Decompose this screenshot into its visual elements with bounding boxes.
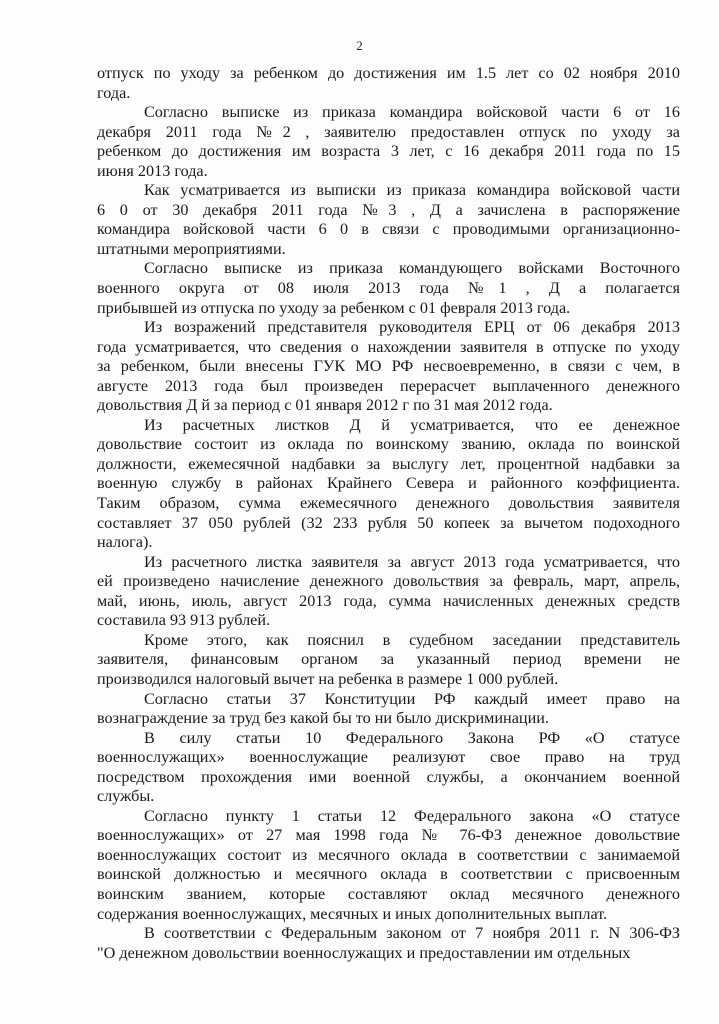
text-line: прибывшей из отпуска по уходу за ребенком с 01 февраля 2013 года. <box>97 298 571 317</box>
text-line: заявителя, финансовым органом за указанный период времени не <box>97 650 680 669</box>
text-line: командира войсковой части 6 0 в связи с проводимыми организационно- <box>97 220 680 239</box>
text-line: службы. <box>97 787 155 806</box>
text-line: военнослужащих» военнослужащие реализуют свое право на труд <box>97 748 680 767</box>
text-line: августе 2013 года был произведен перерасчет выплаченного денежного <box>97 376 680 395</box>
paragraph <box>97 64 680 103</box>
text-line: Согласно статьи 37 Конституции РФ каждый имеет право на <box>144 689 680 708</box>
text-line: Как усматривается из выписки из приказа командира войсковой части <box>144 181 680 200</box>
text-line: Согласно пункту 1 статьи 12 Федерального закона «О статусе <box>144 806 680 825</box>
text-line: Кроме этого, как пояснил в судебном заседании представитель <box>144 630 680 649</box>
text-line: ей произведено начисление денежного довольствия за февраль, март, апрель, <box>97 572 680 591</box>
text-line: содержания военнослужащих, месячных и иных дополнительных выплат. <box>97 904 608 923</box>
text-line: должности, ежемесячной надбавки за выслугу лет, процентной надбавки за <box>97 454 680 473</box>
paragraph <box>97 181 680 259</box>
text-line: отпуск по уходу за ребенком до достижения им 1.5 лет со 02 ноября 2010 <box>97 64 680 82</box>
text-line: В силу статьи 10 Федерального Закона РФ «О статусе <box>144 728 680 747</box>
paragraph <box>97 690 680 729</box>
text-line: Из расчетных листков Д й усматривается, что ее денежное <box>144 415 680 434</box>
paragraph <box>97 553 680 631</box>
paragraph <box>97 103 680 181</box>
paragraph <box>97 631 680 690</box>
paragraph <box>97 729 680 807</box>
page-number: 2 <box>356 38 363 53</box>
text-line: воинским званием, которые составляют оклад месячного денежного <box>97 884 680 903</box>
text-line: военнослужащих состоит из месячного оклада в соответствии с занимаемой <box>97 845 680 864</box>
text-line: "О денежном довольствии военнослужащих и предоставлении им отдельных <box>97 943 631 962</box>
text-line: военную службу в районах Крайнего Севера и районного коэффициента. <box>97 474 680 493</box>
text-line: Из возражений представителя руководителя ЕРЦ от 06 декабря 2013 <box>144 318 680 337</box>
text-line: составляет 37 050 рублей (32 233 рубля 50 копеек за вычетом подоходного <box>97 513 680 532</box>
text-line: составила 93 913 рублей. <box>97 611 271 630</box>
text-line: года усматривается, что сведения о нахождении заявителя в отпуске по уходу <box>97 337 680 356</box>
text-line: Из расчетного листка заявителя за август 2013 года усматривается, что <box>144 552 680 571</box>
text-line: Согласно выписке из приказа командующего войсками Восточного <box>144 259 680 278</box>
text-line: вознаграждение за труд без какой бы то ни было дискриминации. <box>97 709 549 728</box>
text-line: за ребенком, были внесены ГУК МО РФ несвоевременно, в связи с чем, в <box>97 357 680 376</box>
text-line: довольствия Д й за период с 01 января 2012 г по 31 мая 2012 года. <box>97 396 553 415</box>
paragraph <box>97 259 680 318</box>
paragraph <box>97 318 680 416</box>
text-line: воинской должностью и месячного оклада в соответствии с присвоенным <box>97 865 680 884</box>
text-line: Таким образом, сумма ежемесячного денежного довольствия заявителя <box>97 494 680 513</box>
document-body <box>97 64 680 963</box>
paragraph <box>97 807 680 924</box>
text-line: довольствие состоит из оклада по воинскому званию, оклада по воинской <box>97 435 680 454</box>
text-line: ребенком до достижения им возраста 3 лет, с 16 декабря 2011 года по 15 <box>97 142 680 161</box>
text-line: года. <box>97 83 131 102</box>
paragraph <box>97 924 680 963</box>
text-line: военнослужащих» от 27 мая 1998 года № 76-ФЗ денежное довольствие <box>97 826 680 845</box>
text-line: В соответствии с Федеральным законом от 7 ноября 2011 г. N 306-ФЗ <box>144 924 680 943</box>
text-line: производился налоговый вычет на ребенка в размере 1 000 рублей. <box>97 669 559 688</box>
text-line: июня 2013 года. <box>97 161 208 180</box>
paragraph <box>97 416 680 553</box>
text-line: декабря 2011 года №2 , заявителю предоставлен отпуск по уходу за <box>97 122 680 141</box>
text-line: май, июнь, июль, август 2013 года, сумма начисленных денежных средств <box>97 591 680 610</box>
text-line: штатными мероприятиями. <box>97 239 286 258</box>
text-line: посредством прохождения ими военной службы, а окончанием военной <box>97 767 680 786</box>
text-line: Согласно выписке из приказа командира войсковой части 6 от 16 <box>144 103 680 122</box>
text-line: 6 0 от 30 декабря 2011 года №3 , Д а зачислена в распоряжение <box>97 200 680 219</box>
text-line: налога). <box>97 533 153 552</box>
text-line: военного округа от 08 июля 2013 года №1 , Д а полагается <box>97 279 680 298</box>
